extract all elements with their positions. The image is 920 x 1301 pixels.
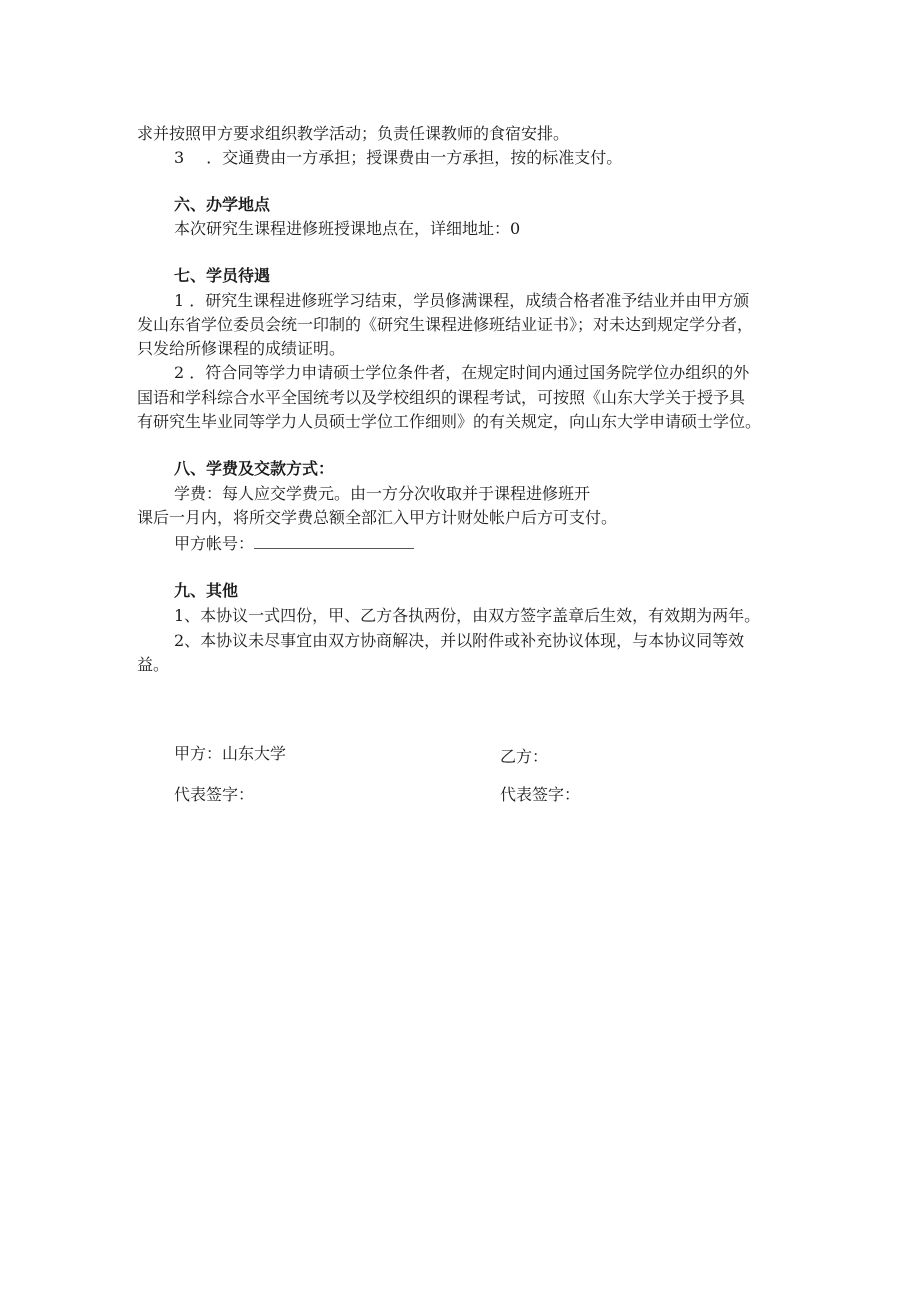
party-b-signature-label: 代表签字： xyxy=(500,785,581,804)
section9-item2-line1: 2、本协议未尽事宜由双方协商解决，并以附件或补充协议体现，与本协议同等效 xyxy=(174,631,745,650)
section9-item2-line2: 益。 xyxy=(137,655,170,674)
section8-account xyxy=(174,532,414,555)
section7-p2-line1: 2 ．符合同等学力申请硕士学位条件者，在规定时间内通过国务院学位办组织的外 xyxy=(174,363,750,382)
section8-line1: 学费：每人应交学费元。由一方分次收取并于课程进修班开 xyxy=(174,484,591,503)
section8-heading: 八、学费及交款方式： xyxy=(174,459,335,478)
account-blank-line xyxy=(254,532,414,549)
party-b-label: 乙方： xyxy=(500,747,549,766)
section7-p1-line1: 1 ．研究生课程进修班学习结束，学员修满课程，成绩合格者准予结业并由甲方颁 xyxy=(174,291,750,310)
section5-item3 xyxy=(174,147,622,169)
section5-item3-number: 3 xyxy=(174,148,185,167)
section9-heading: 九、其他 xyxy=(174,581,239,600)
section7-p2-line3: 有研究生毕业同等学力人员硕士学位工作细则》的有关规定，向山东大学申请硕士学位。 xyxy=(137,412,762,431)
party-a-label: 甲方：山东大学 xyxy=(174,744,287,763)
section7-p2-line2: 国语和学科综合水平全国统考以及学校组织的课程考试，可按照《山东大学关于授予具 xyxy=(137,388,746,407)
party-a-signature-label: 代表签字： xyxy=(174,785,255,804)
section9-item1: 1、本协议一式四份，甲、乙方各执两份，由双方签字盖章后生效，有效期为两年。 xyxy=(174,606,761,625)
section6-location: 本次研究生课程进修班授课地点在，详细地址：0 xyxy=(174,219,521,238)
section5-continuation: 求并按照甲方要求组织教学活动；负责任课教师的食宿安排。 xyxy=(137,124,570,143)
section7-heading: 七、学员待遇 xyxy=(174,266,271,285)
section7-p1-line2: 发山东省学位委员会统一印制的《研究生课程进修班结业证书》；对未达到规定学分者， xyxy=(137,315,754,334)
section7-p1-line3: 只发给所修课程的成绩证明。 xyxy=(137,339,346,358)
account-label: 甲方帐号： xyxy=(174,534,255,553)
section5-item3-text: ．交通费由一方承担；授课费由一方承担，按的标准支付。 xyxy=(206,148,623,167)
section8-line2: 课后一月内，将所交学费总额全部汇入甲方计财处帐户后方可支付。 xyxy=(137,508,618,527)
section6-heading: 六、办学地点 xyxy=(174,195,271,214)
